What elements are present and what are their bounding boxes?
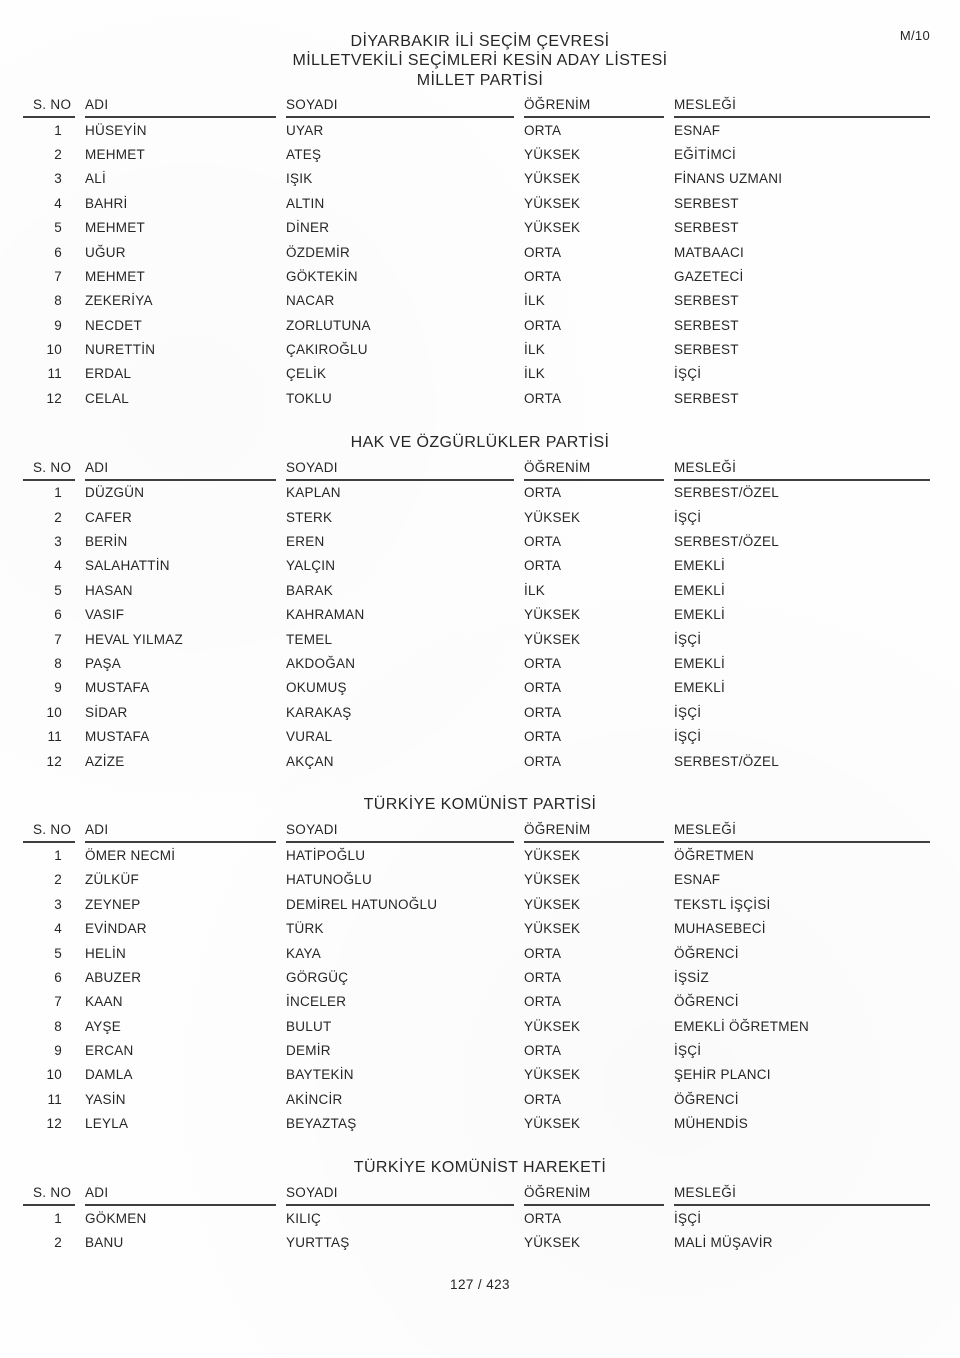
cell-serial-number: 11 (47, 729, 62, 745)
cell-first-name: MUSTAFA (85, 680, 150, 696)
table-row (23, 892, 930, 916)
page-number: 127 / 423 (450, 1276, 510, 1292)
cell-serial-number: 9 (54, 1043, 62, 1059)
table-row (23, 191, 930, 215)
table-row (23, 627, 930, 651)
table-row (23, 578, 930, 602)
cell-surname: GÖKTEKİN (286, 268, 358, 284)
cell-surname: BULUT (286, 1018, 332, 1034)
cell-serial-number: 8 (54, 293, 62, 309)
table-row (23, 481, 930, 505)
cell-education: YÜKSEK (524, 1018, 581, 1034)
table-row (23, 337, 930, 361)
cell-surname: BARAK (286, 582, 334, 598)
cell-surname: KAHRAMAN (286, 607, 365, 623)
cell-profession: FİNANS UZMANI (674, 171, 783, 187)
cell-serial-number: 2 (54, 1235, 62, 1251)
cell-first-name: NECDET (85, 317, 143, 333)
cell-surname: ÇAKIROĞLU (286, 342, 368, 358)
cell-education: ORTA (524, 558, 562, 574)
party-section-title: TÜRKİYE KOMÜNİST HAREKETİ (353, 1158, 607, 1176)
cell-surname: TÜRK (286, 921, 324, 937)
cell-first-name: GÖKMEN (85, 1210, 147, 1226)
table-row (23, 651, 930, 675)
table-row (23, 990, 930, 1014)
cell-serial-number: 11 (47, 1091, 62, 1107)
cell-serial-number: 6 (54, 969, 62, 985)
cell-first-name: EVİNDAR (85, 921, 147, 937)
cell-surname: AKÇAN (286, 753, 334, 769)
cell-serial-number: 7 (54, 994, 62, 1010)
table-row (23, 749, 930, 773)
table-row (23, 240, 930, 264)
cell-surname: ALTIN (286, 195, 325, 211)
cell-education: YÜKSEK (524, 220, 581, 236)
cell-serial-number: 1 (54, 122, 62, 138)
cell-education: ORTA (524, 1043, 562, 1059)
cell-first-name: HEVAL YILMAZ (85, 631, 184, 647)
cell-surname: TEMEL (286, 631, 333, 647)
cell-surname: ZORLUTUNA (286, 317, 371, 333)
cell-surname: KAPLAN (286, 485, 341, 501)
cell-profession: EMEKLİ (674, 582, 726, 598)
cell-profession: SERBEST (674, 195, 739, 211)
cell-first-name: MEHMET (85, 220, 145, 236)
cell-serial-number: 9 (54, 317, 62, 333)
cell-surname: KARAKAŞ (286, 704, 352, 720)
table-row (23, 1038, 930, 1062)
candidate-sections (0, 90, 960, 1255)
cell-education: ORTA (524, 534, 562, 550)
table-row (23, 700, 930, 724)
cell-profession: ÖĞRENCİ (674, 945, 739, 961)
cell-education: YÜKSEK (524, 146, 581, 162)
cell-surname: VURAL (286, 729, 333, 745)
cell-first-name: CAFER (85, 509, 133, 525)
cell-profession: İŞÇİ (674, 509, 702, 525)
cell-education: İLK (524, 366, 546, 382)
cell-education: ORTA (524, 753, 562, 769)
table-row (23, 505, 930, 529)
cell-first-name: HASAN (85, 582, 133, 598)
cell-education: YÜKSEK (524, 1067, 581, 1083)
party-section (0, 1158, 960, 1255)
cell-serial-number: 9 (54, 680, 62, 696)
column-header-serial-number: S. NO (23, 90, 85, 118)
cell-surname: EREN (286, 534, 325, 550)
cell-first-name: MEHMET (85, 146, 145, 162)
cell-surname: BEYAZTAŞ (286, 1116, 357, 1132)
title-line-list: MİLLETVEKİLİ SEÇİMLERİ KESİN ADAY LİSTESİ (292, 52, 668, 70)
cell-surname: KILIÇ (286, 1210, 322, 1226)
cell-first-name: BAHRİ (85, 195, 128, 211)
cell-profession: İŞÇİ (674, 729, 702, 745)
document-title-block (0, 0, 960, 90)
column-header-surname: SOYADI (286, 453, 524, 481)
table-row (23, 554, 930, 578)
cell-first-name: DÜZGÜN (85, 485, 145, 501)
cell-education: YÜKSEK (524, 1235, 581, 1251)
cell-first-name: AYŞE (85, 1018, 122, 1034)
party-section-title: HAK VE ÖZGÜRLÜKLER PARTİSİ (350, 433, 610, 451)
column-header-serial-number: S. NO (23, 453, 85, 481)
table-row (23, 916, 930, 940)
cell-first-name: AZİZE (85, 753, 125, 769)
column-header-first-name: ADI (85, 815, 286, 843)
cell-education: ORTA (524, 704, 562, 720)
cell-profession: EMEKLİ (674, 558, 726, 574)
cell-profession: SERBEST (674, 220, 739, 236)
cell-education: YÜKSEK (524, 195, 581, 211)
cell-education: ORTA (524, 656, 562, 671)
table-row (23, 1014, 930, 1038)
cell-serial-number: 1 (54, 847, 62, 863)
column-header-surname: SOYADI (286, 815, 524, 843)
cell-serial-number: 12 (46, 1116, 62, 1132)
cell-education: ORTA (524, 994, 562, 1010)
cell-education: YÜKSEK (524, 847, 581, 863)
cell-first-name: ALİ (85, 171, 107, 187)
cell-profession: ŞEHİR PLANCI (674, 1067, 771, 1083)
cell-serial-number: 2 (54, 872, 62, 888)
cell-education: YÜKSEK (524, 509, 581, 525)
column-header-surname: SOYADI (286, 1178, 524, 1206)
cell-education: ORTA (524, 680, 562, 696)
cell-serial-number: 5 (54, 582, 62, 598)
table-row (23, 965, 930, 989)
table-row (23, 676, 930, 700)
cell-profession: İŞSİZ (674, 969, 710, 985)
cell-first-name: ZEKERİYA (85, 293, 153, 309)
candidate-table (23, 453, 930, 774)
cell-profession: SERBEST/ÖZEL (674, 485, 780, 501)
cell-serial-number: 4 (54, 558, 62, 574)
cell-profession: MATBAACI (674, 244, 745, 260)
cell-education: ORTA (524, 1210, 562, 1226)
cell-first-name: KAAN (85, 994, 123, 1010)
cell-surname: UYAR (286, 122, 324, 138)
cell-surname: DİNER (286, 220, 330, 236)
table-row (23, 264, 930, 288)
cell-serial-number: 3 (54, 534, 62, 550)
cell-serial-number: 8 (54, 656, 62, 671)
cell-serial-number: 12 (46, 390, 62, 406)
cell-surname: GÖRGÜÇ (286, 969, 349, 985)
cell-first-name: ZÜLKÜF (85, 872, 140, 888)
cell-education: YÜKSEK (524, 872, 581, 888)
table-row (23, 843, 930, 867)
cell-surname: YURTTAŞ (286, 1235, 350, 1251)
party-section (0, 795, 960, 1136)
table-row (23, 529, 930, 553)
cell-profession: TEKSTL İŞÇİSİ (674, 896, 771, 912)
cell-surname: ATEŞ (286, 146, 322, 162)
title-line-district: DİYARBAKIR İLİ SEÇİM ÇEVRESİ (350, 33, 610, 50)
column-header-education: ÖĞRENİM (524, 90, 674, 118)
cell-education: ORTA (524, 317, 562, 333)
table-row (23, 289, 930, 313)
party-section-title: TÜRKİYE KOMÜNİST PARTİSİ (363, 796, 597, 814)
cell-education: İLK (524, 293, 546, 309)
column-header-serial-number: S. NO (23, 1178, 85, 1206)
table-header-row (23, 453, 930, 481)
cell-surname: AKİNCİR (286, 1091, 343, 1107)
party-section (0, 90, 960, 411)
cell-first-name: PAŞA (85, 656, 122, 671)
cell-first-name: MUSTAFA (85, 729, 150, 745)
column-header-serial-number: S. NO (23, 815, 85, 843)
cell-first-name: ERDAL (85, 366, 132, 382)
cell-education: YÜKSEK (524, 607, 581, 623)
candidate-table (23, 815, 930, 1136)
cell-serial-number: 1 (54, 1210, 62, 1226)
cell-education: ORTA (524, 244, 562, 260)
cell-profession: SERBEST/ÖZEL (674, 534, 780, 550)
cell-surname: YALÇIN (286, 558, 336, 574)
cell-serial-number: 3 (54, 171, 62, 187)
cell-serial-number: 2 (54, 509, 62, 525)
cell-first-name: SALAHATTİN (85, 558, 170, 574)
cell-profession: EMEKLİ (674, 656, 726, 671)
table-row (23, 941, 930, 965)
table-row (23, 1230, 930, 1254)
column-header-profession: MESLEĞİ (674, 1178, 930, 1206)
cell-surname: HATUNOĞLU (286, 872, 373, 888)
cell-profession: EMEKLİ (674, 607, 726, 623)
cell-serial-number: 6 (54, 607, 62, 623)
cell-first-name: UĞUR (85, 244, 126, 260)
cell-education: İLK (524, 582, 546, 598)
table-header-row (23, 1178, 930, 1206)
cell-profession: SERBEST (674, 317, 739, 333)
table-row (23, 603, 930, 627)
cell-serial-number: 10 (46, 342, 62, 358)
cell-first-name: ÖMER NECMİ (85, 847, 176, 863)
cell-education: YÜKSEK (524, 1116, 581, 1132)
table-row (23, 167, 930, 191)
cell-education: ORTA (524, 1091, 562, 1107)
cell-serial-number: 11 (47, 366, 62, 382)
cell-profession: ÖĞRETMEN (674, 847, 755, 863)
cell-surname: DEMİR (286, 1043, 331, 1059)
page-code-label: M/10 (899, 28, 930, 43)
cell-profession: SERBEST (674, 342, 739, 358)
column-header-first-name: ADI (85, 453, 286, 481)
cell-education: ORTA (524, 945, 562, 961)
table-row (23, 386, 930, 410)
cell-surname: NACAR (286, 293, 335, 309)
cell-profession: İŞÇİ (674, 704, 702, 720)
cell-first-name: ABUZER (85, 969, 142, 985)
cell-first-name: ZEYNEP (85, 896, 141, 912)
cell-serial-number: 4 (54, 195, 62, 211)
cell-serial-number: 3 (54, 896, 62, 912)
column-header-education: ÖĞRENİM (524, 815, 674, 843)
cell-surname: IŞIK (286, 171, 313, 187)
cell-profession: GAZETECİ (674, 268, 744, 284)
cell-surname: ÖZDEMİR (286, 244, 350, 260)
cell-profession: İŞÇİ (674, 1043, 702, 1059)
table-row (23, 1206, 930, 1230)
table-row (23, 118, 930, 142)
cell-first-name: SİDAR (85, 704, 128, 720)
cell-profession: MÜHENDİS (674, 1116, 749, 1132)
title-line-party: MİLLET PARTİSİ (416, 71, 544, 89)
table-row (23, 724, 930, 748)
cell-education: İLK (524, 342, 546, 358)
cell-surname: AKDOĞAN (286, 656, 356, 671)
cell-profession: EĞİTİMCİ (674, 146, 736, 162)
cell-education: ORTA (524, 122, 562, 138)
column-header-first-name: ADI (85, 1178, 286, 1206)
candidate-table (23, 90, 930, 411)
cell-serial-number: 12 (46, 753, 62, 769)
cell-profession: EMEKLİ ÖĞRETMEN (674, 1018, 810, 1034)
cell-profession: İŞÇİ (674, 631, 702, 647)
cell-profession: İŞÇİ (674, 366, 702, 382)
cell-first-name: ERCAN (85, 1043, 134, 1059)
cell-first-name: BANU (85, 1235, 124, 1251)
cell-profession: MALİ MÜŞAVİR (674, 1235, 773, 1251)
cell-serial-number: 2 (54, 146, 62, 162)
cell-profession: SERBEST/ÖZEL (674, 753, 780, 769)
cell-surname: TOKLU (286, 390, 333, 406)
cell-first-name: HÜSEYİN (85, 122, 147, 138)
table-row (23, 1087, 930, 1111)
table-row (23, 1112, 930, 1136)
cell-education: YÜKSEK (524, 631, 581, 647)
cell-first-name: HELİN (85, 945, 127, 961)
cell-surname: BAYTEKİN (286, 1067, 354, 1083)
cell-serial-number: 8 (54, 1018, 62, 1034)
table-row (23, 362, 930, 386)
cell-education: ORTA (524, 969, 562, 985)
column-header-surname: SOYADI (286, 90, 524, 118)
cell-profession: ÖĞRENCİ (674, 1091, 739, 1107)
table-row (23, 215, 930, 239)
cell-education: ORTA (524, 268, 562, 284)
cell-surname: İNCELER (286, 994, 347, 1010)
cell-profession: EMEKLİ (674, 680, 726, 696)
column-header-profession: MESLEĞİ (674, 815, 930, 843)
cell-surname: ÇELİK (286, 366, 327, 382)
cell-first-name: LEYLA (85, 1116, 129, 1132)
table-row (23, 868, 930, 892)
cell-education: ORTA (524, 485, 562, 501)
column-header-education: ÖĞRENİM (524, 453, 674, 481)
cell-first-name: CELAL (85, 390, 130, 406)
cell-education: ORTA (524, 729, 562, 745)
column-header-profession: MESLEĞİ (674, 90, 930, 118)
cell-education: YÜKSEK (524, 921, 581, 937)
column-header-profession: MESLEĞİ (674, 453, 930, 481)
cell-serial-number: 7 (54, 631, 62, 647)
cell-surname: DEMİREL HATUNOĞLU (286, 896, 438, 912)
cell-profession: ESNAF (674, 872, 721, 888)
cell-first-name: DAMLA (85, 1067, 133, 1083)
cell-serial-number: 4 (54, 921, 62, 937)
cell-profession: ESNAF (674, 122, 721, 138)
table-row (23, 313, 930, 337)
cell-serial-number: 1 (54, 485, 62, 501)
cell-first-name: YASİN (85, 1091, 126, 1107)
cell-surname: OKUMUŞ (286, 680, 347, 696)
table-row (23, 1063, 930, 1087)
cell-profession: ÖĞRENCİ (674, 994, 739, 1010)
column-header-education: ÖĞRENİM (524, 1178, 674, 1206)
column-header-first-name: ADI (85, 90, 286, 118)
cell-serial-number: 10 (46, 704, 62, 720)
cell-education: YÜKSEK (524, 896, 581, 912)
table-header-row (23, 815, 930, 843)
cell-education: ORTA (524, 390, 562, 406)
candidate-table (23, 1178, 930, 1255)
cell-serial-number: 6 (54, 244, 62, 260)
cell-surname: STERK (286, 509, 333, 525)
cell-serial-number: 5 (54, 945, 62, 961)
cell-first-name: VASIF (85, 607, 125, 623)
table-header-row (23, 90, 930, 118)
cell-profession: MUHASEBECİ (674, 921, 766, 937)
cell-serial-number: 7 (54, 268, 62, 284)
cell-surname: HATİPOĞLU (286, 847, 366, 863)
cell-profession: İŞÇİ (674, 1210, 702, 1226)
cell-first-name: BERİN (85, 534, 128, 550)
cell-serial-number: 10 (46, 1067, 62, 1083)
cell-serial-number: 5 (54, 220, 62, 236)
cell-first-name: MEHMET (85, 268, 145, 284)
party-section (0, 433, 960, 774)
cell-education: YÜKSEK (524, 171, 581, 187)
table-row (23, 142, 930, 166)
cell-first-name: NURETTİN (85, 342, 156, 358)
cell-surname: KAYA (286, 945, 322, 961)
cell-profession: SERBEST (674, 390, 739, 406)
cell-profession: SERBEST (674, 293, 739, 309)
